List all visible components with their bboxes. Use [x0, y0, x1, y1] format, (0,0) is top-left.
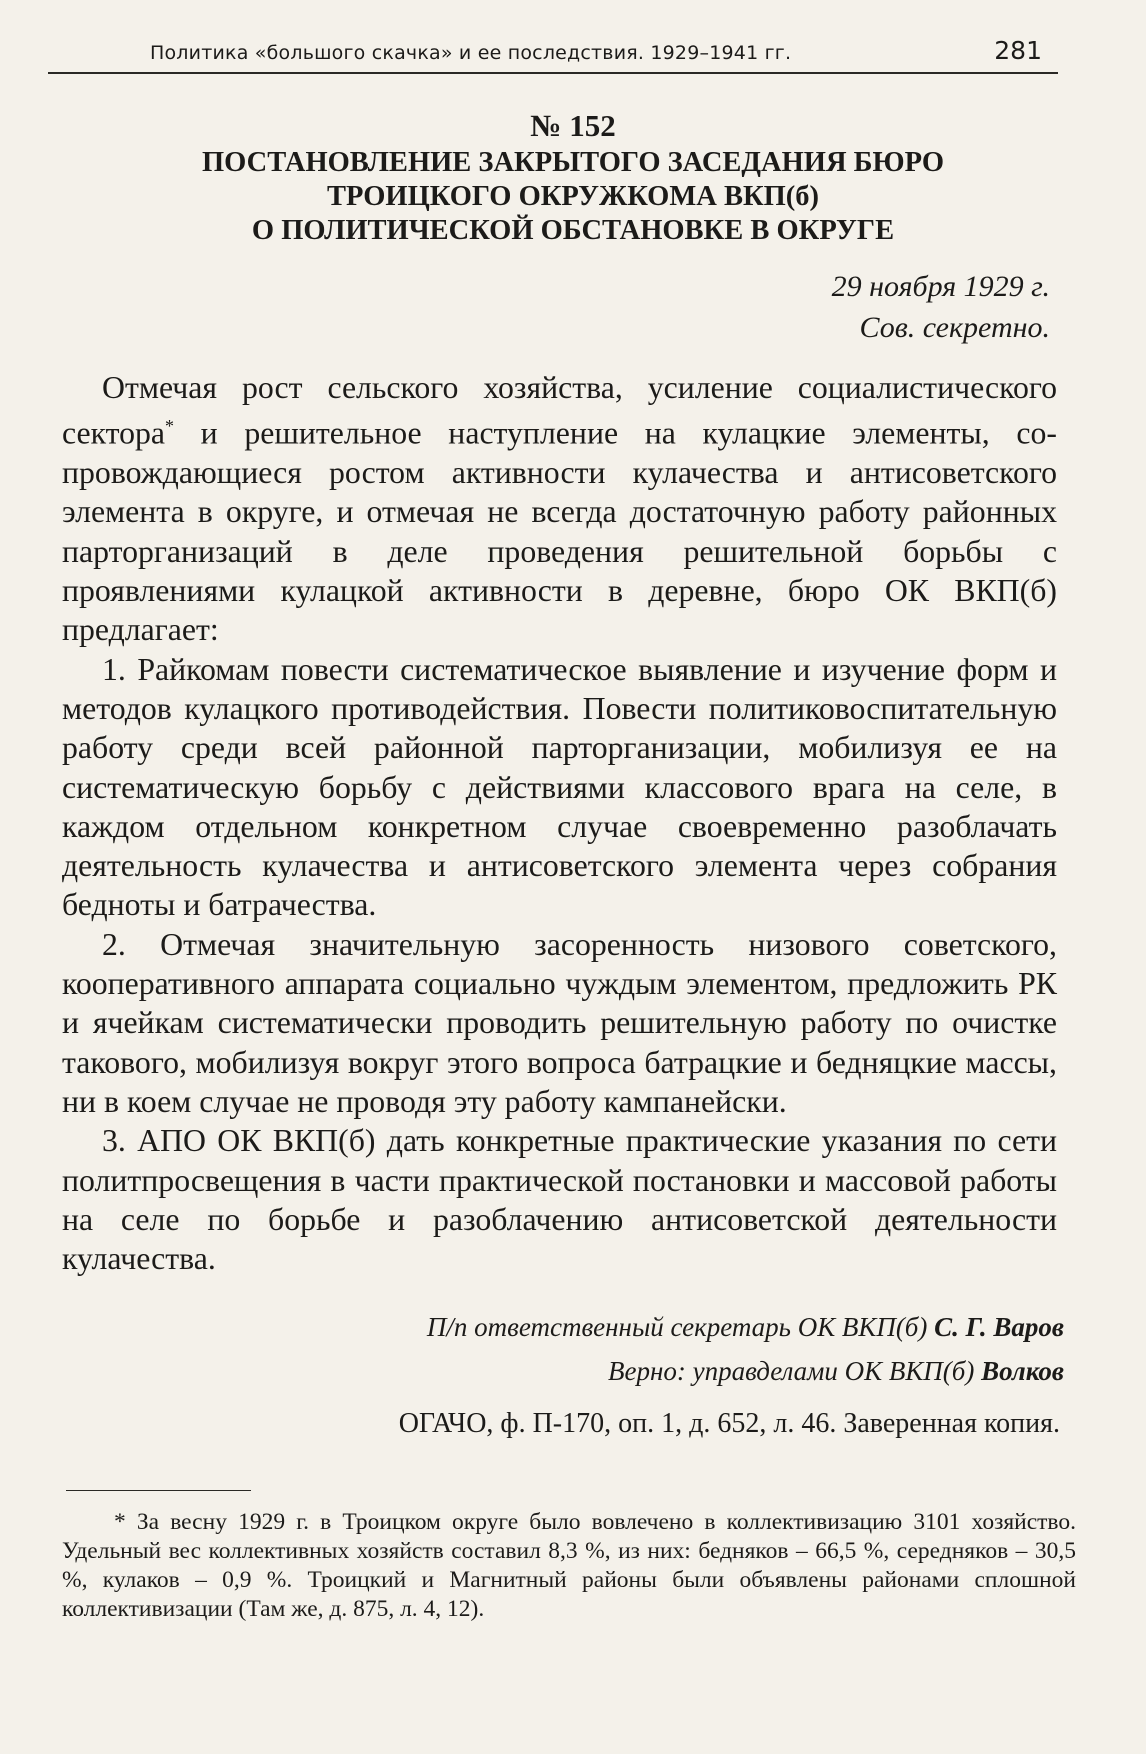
signature-name: С. Г. Варов: [934, 1312, 1064, 1342]
page-number: 281: [994, 36, 1042, 65]
footnote: [62, 1508, 1076, 1624]
signature-name: Волков: [981, 1356, 1064, 1386]
archive-reference: ОГАЧО, ф. П-170, оп. 1, д. 652, л. 46. Заверенная копия.: [398, 1408, 1060, 1439]
footnote-divider: [66, 1490, 251, 1491]
intro-text-start: Отмечая рост сельского хозяйства, усиление социалистического сектора: [62, 370, 1057, 451]
document-body: [62, 368, 1057, 1278]
title-line: ТРОИЦКОГО ОКРУЖКОМА ВКП(б): [326, 181, 820, 212]
point-paragraph-2: 2. Отмечая значительную засоренность низового советского, кооперативного аппарата социально чуждым элементом, предложить РК и ячейкам систематически проводить решительную работу по очистке такового, мобилизуя вокруг этого вопроса батрацкие и бедняцкие массы, ни в коем случае не проводя эту работу кампанейски.: [62, 926, 1057, 1119]
running-header: [48, 30, 1058, 74]
footnote-marker: *: [165, 416, 175, 437]
signature-secretary: [427, 1312, 1064, 1343]
intro-text-end: и решительное наступление на кулацкие элементы, сопровождающиеся ростом активности кулачества и антисоветского элемента в округе, и отмечая не всегда достаточную работу районных парторганизаций в деле проведения решительной борьбы с проявлениями кулацкой активности в деревне, бюро ОК ВКП(б) предлагает:: [62, 415, 1057, 648]
intro-paragraph: [62, 368, 1057, 650]
signature-role: Верно: управделами ОК ВКП(б): [607, 1356, 975, 1386]
document-number: № 152: [530, 108, 616, 143]
secrecy-stamp: Сов. секретно.: [859, 311, 1050, 344]
signature-role: П/п ответственный секретарь ОК ВКП(б): [426, 1312, 928, 1342]
signature-certified: [608, 1356, 1064, 1387]
footnote-text: * За весну 1929 г. в Троицком округе было вовлечено в коллективизацию 3101 хозяйство. Удельный вес коллективных хозяйств составил 8,3 %, из них: бедняков – 66,5 %, середняков – 30,5 %, кулаков – 0,9 %. Троицкий и Магнитный районы были объявлены районами сплошной коллективизации (Там же, д. 875, л. 4, 12).: [62, 1509, 1076, 1622]
document-title: [100, 146, 1046, 248]
point-paragraph-1: 1. Райкомам повести систематическое выявление и изучение форм и методов кулацкого противодействия. Повести политиковоспитательную работу среди всей районной парторганизации, мобилизуя ее на систематическую борьбу с действиями классового врага на селе, в каждом отдельном конкретном случае своевременно разоблачать деятельность кулачества и антисоветского элемента через собрания бедноты и батрачества.: [62, 651, 1057, 923]
running-title: Политика «большого скачка» и ее последствия. 1929–1941 гг.: [150, 42, 792, 64]
document-date: 29 ноября 1929 г.: [831, 270, 1050, 303]
title-line: ПОСТАНОВЛЕНИЕ ЗАКРЫТОГО ЗАСЕДАНИЯ БЮРО: [202, 147, 944, 178]
point-paragraph-3: 3. АПО ОК ВКП(б) дать конкретные практические указания по сети политпросвещения в части практической постановки и массовой работы на селе по борьбе и разоблачению антисоветской деятельности кулачества.: [62, 1123, 1057, 1277]
title-line: О ПОЛИТИЧЕСКОЙ ОБСТАНОВКЕ В ОКРУГЕ: [251, 215, 895, 246]
